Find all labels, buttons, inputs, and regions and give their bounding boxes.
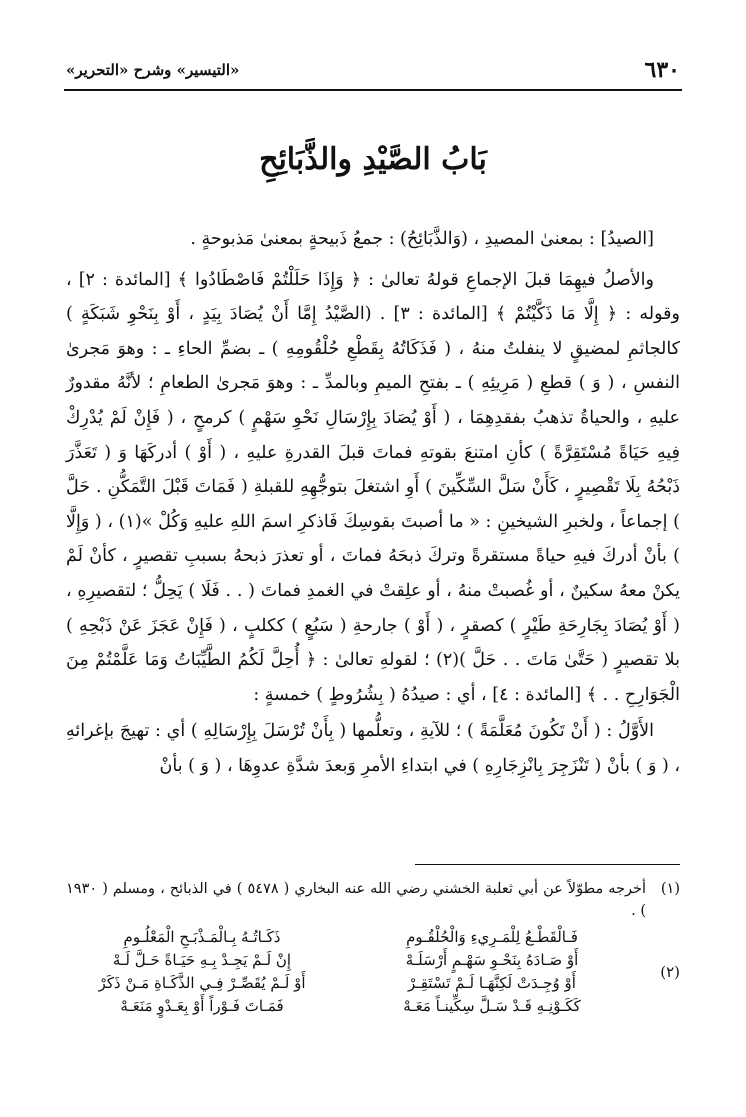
body-paragraph: والأصلُ فيهِمَا قبلَ الإجماعِ قولهُ تعالىٰ : ﴿ وَإِذَا حَلَلْتُمْ فَاصْطَادُوا ﴾ [المائدة : ٢] ، وقوله : ﴿ إِلَّا مَا ذَكَّيْتُمْ ﴾ [المائدة : ٣] . (الصَّيْدُ إِمَّا أَنْ يُصَادَ بِيَدٍ ، أَوْ بِنَحْوِ شَبَكَةٍ ) كالجاثمِ لمضيقٍ لا ينفلتُ منهُ ، ( فَذَكَاتُهُ بِقَطْعِ حُلْقُومِهِ ) ـ بضمِّ الحاءِ ـ : وهوَ مَجرىٰ النفسِ ، ( وَ ) قطعِ ( مَرِيئِهِ ) ـ بفتحِ الميمِ وبالمدِّ ـ : وهوَ مَجرىٰ الطعامِ ؛ لأنَّهُ مقدورٌ عليهِ ، والحياةُ تذهبُ بفقدِهِمَا ، ( أَوْ يُصَادَ بِإِرْسَالِ نَحْوِ سَهْمٍ ) كرمحٍ ، ( فَإِنْ لَمْ يُدْرِكْ فِيهِ حَيَاةً مُسْتَقِرَّةً ) كأنِ امتنعَ بقوتهِ فماتَ قبلَ القدرةِ عليهِ ، ( أَوْ ) أدركَهَا وَ ( تَعَذَّرَ ذَبْحُهُ بِلَا تَقْصِيرٍ ، كَأَنْ سَلَّ السِّكِّينَ ) أَوِ اشتغلَ بتوجُّهِهِ للقبلةِ ( فَمَاتَ قَبْلَ التَّمَكُّنِ . حَلَّ ) إجماعاً ، ولخبرِ الشيخينِ : « ما أصبتَ بقوسِكَ فَاذكرِ اسمَ اللهِ عليهِ وَكُلْ »(١) ، ( وَإِلَّا ) بأنْ أدركَ فيهِ حياةً مستقرةً وتركَ ذبحَهُ فماتَ ، أو تعذرَ ذبحهُ بسببِ تقصيرٍ ، كأنْ لَمْ يكنْ معهُ سكينٌ ، أو غُصبتْ منهُ ، أو علِقتْ في الغمدِ فماتَ ( . . فَلَا ) يَحِلُّ ؛ لتقصيرِهِ ، ( أَوْ يُصَادَ بِجَارِحَةِ طَيْرٍ ) كصقرٍ ، ( أَوْ ) جارحةِ ( سَبُعٍ ) ككلبٍ ، ( فَإِنْ عَجَزَ عَنْ ذَبْحِهِ ) بلا تقصيرٍ ( حَتَّىٰ مَاتَ . . حَلَّ )(٢) ؛ لقولهِ تعالىٰ : ﴿ أُحِلَّ لَكُمُ الطَّيِّبَاتُ وَمَا عَلَّمْتُمْ مِنَ الْجَوَارِحِ . . ﴾ [المائدة : ٤] ، أي : صيدُهُ ( بِشُرُوطٍ ) خمسةٍ : (66, 269, 680, 705)
footnote-text: أخرجه مطوّلاً عن أبي ثعلبة الخشني رضي الله عنه البخاري ( ٥٤٧٨ ) في الذبائح ، ومسلم ( ١٩٣٠ ) . (66, 881, 646, 919)
first-condition-paragraph: الأَوَّلُ : ( أَنْ تَكُونَ مُعَلَّمَةً ) ؛ للآيةِ ، وتعلُّمها ( بِأَنْ تُرْسَلَ بِإِرْسَالِهِ ) أي : تهيجَ بإغرائهِ ، ( وَ ) بأنْ ( تَنْزَجِرَ بِانْزِجَارِهِ ) في ابتداءِ الأمرِ وَبعدَ شدَّةِ عدوِهَا ، ( وَ ) بأنْ (66, 721, 680, 776)
poem-verse: إِنْ لَـمْ يَجِـدْ بِـهِ حَيَـاةً حَـلَّ لَـهْ (112, 951, 292, 969)
footnote-number: (٢) (660, 962, 680, 981)
poem-right-column (356, 926, 628, 1018)
poem-verse: ذَكَـاتُـهُ بِـالْمَـذْبَـحِ الْمَعْلُـومِ (123, 928, 281, 946)
chapter-title: بَابُ الصَّيْدِ والذَّبَائِحِ (259, 142, 487, 177)
poem-verse: فَمَـاتَ فَـوْراً أَوْ بِعَـدْوٍ مَنَعَـهْ (120, 997, 284, 1015)
poem-verse: أَوْ لَـمْ يُقَصِّـرْ فِـي الذَّكَـاةِ مَـنْ ذَكَرْ (98, 974, 306, 992)
poem-left-column (66, 926, 338, 1018)
footnote-2-poem (66, 926, 680, 1018)
page-number: ٦٣٠ (644, 57, 680, 83)
poem-verse: فَـالْقَطْـعُ لِلْمَـرِيءِ وَالْحُلْقُـومِ (406, 928, 578, 946)
poem-verse: أَوْ صَـادَهُ بِنَحْـوِ سَهْـمٍ أَرْسَلَـهْ (405, 951, 579, 969)
page-header (66, 54, 680, 86)
poem-verse: أَوْ وُجِـدَتْ لَكِنَّهَـا لَـمْ تَسْتَقِـرْ (408, 974, 576, 992)
footnotes (66, 878, 680, 1018)
footnote-1 (66, 878, 680, 922)
running-title: «التيسير» وشرح «التحرير» (66, 61, 240, 79)
poem-verse: كَكَـوْنِـهِ قَـدْ سَـلَّ سِكِّينـاً مَعَـهْ (403, 997, 581, 1015)
header-divider (64, 89, 682, 91)
definition-paragraph: [الصيدُ] : بمعنىٰ المصيدِ ، (وَالذَّبَائِحُ) : جمعُ ذَبيحةٍ بمعنىٰ مَذبوحةٍ . (190, 229, 654, 249)
footnote-separator (415, 864, 680, 865)
footnote-number: (١) (660, 881, 680, 897)
main-text (66, 222, 680, 784)
